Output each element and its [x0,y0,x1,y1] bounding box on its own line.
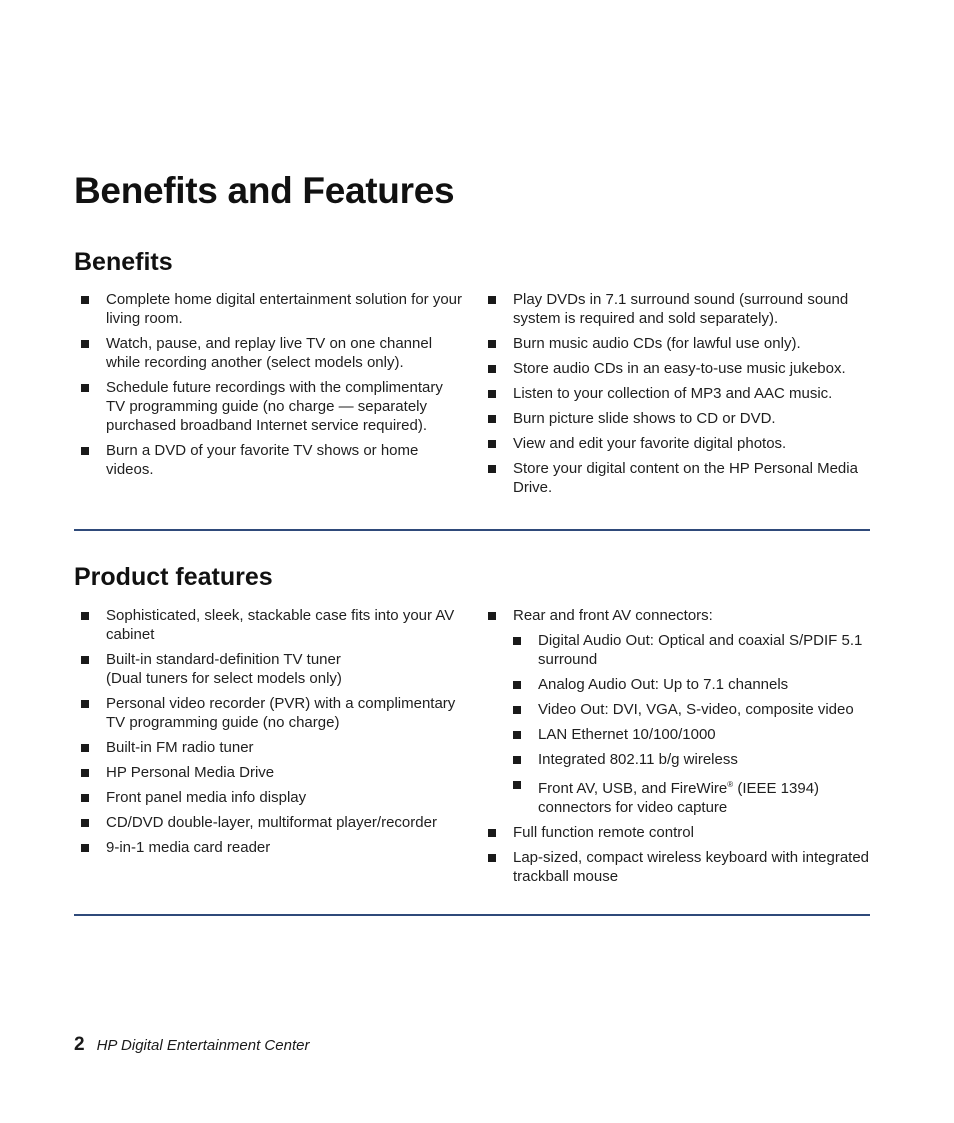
benefits-heading: Benefits [74,248,173,276]
list-item: HP Personal Media Drive [74,763,469,782]
av-connectors-sublist [506,631,873,817]
page-title: Benefits and Features [74,170,455,211]
section-divider [74,914,870,916]
list-item: View and edit your favorite digital photos. [481,434,873,453]
list-item: Store your digital content on the HP Personal Media Drive. [481,459,873,497]
document-title: HP Digital Entertainment Center [96,1037,310,1054]
registered-mark: ® [727,780,734,789]
list-item: Burn picture slide shows to CD or DVD. [481,409,873,428]
list-item: Front panel media info display [74,788,469,807]
list-item: Lap-sized, compact wireless keyboard with integrated trackball mouse [481,848,873,886]
features-list-left [74,606,469,863]
list-item: Burn music audio CDs (for lawful use only). [481,334,873,353]
list-item: Burn a DVD of your favorite TV shows or home videos. [74,441,464,479]
list-item: Store audio CDs in an easy-to-use music jukebox. [481,359,873,378]
sub-list-item: Digital Audio Out: Optical and coaxial S/PDIF 5.1 surround [506,631,873,669]
firewire-text: Front AV, USB, and FireWire [538,780,728,797]
page-number: 2 [74,1034,85,1055]
list-item [481,606,873,817]
page-footer [74,1034,309,1056]
sub-list-item: LAN Ethernet 10/100/1000 [506,725,873,744]
section-divider [74,529,870,531]
features-list-right [481,606,873,892]
list-item: Listen to your collection of MP3 and AAC music. [481,384,873,403]
list-item: Play DVDs in 7.1 surround sound (surround sound system is required and sold separately). [481,290,873,328]
list-item: CD/DVD double-layer, multiformat player/recorder [74,813,469,832]
list-item: Complete home digital entertainment solution for your living room. [74,290,464,328]
firewire-text-rest: (IEEE 1394) connectors for video capture [538,780,820,816]
sub-list-item [506,775,873,817]
av-connectors-label: Rear and front AV connectors: [513,607,713,624]
sub-list-item: Video Out: DVI, VGA, S-video, composite video [506,700,873,719]
list-item: Built-in FM radio tuner [74,738,469,757]
list-item: Personal video recorder (PVR) with a complimentary TV programming guide (no charge) [74,694,469,732]
benefits-list-left [74,290,464,485]
benefits-list-right [481,290,873,503]
sub-list-item: Analog Audio Out: Up to 7.1 channels [506,675,873,694]
list-item [74,650,469,688]
tuner-text: Built-in standard-definition TV tuner [106,651,341,668]
list-item: 9-in-1 media card reader [74,838,469,857]
product-features-heading: Product features [74,563,273,591]
list-item: Sophisticated, sleek, stackable case fits into your AV cabinet [74,606,469,644]
list-item: Schedule future recordings with the complimentary TV programming guide (no charge — separately purchased broadband Internet service required). [74,378,464,435]
list-item: Full function remote control [481,823,873,842]
list-item: Watch, pause, and replay live TV on one channel while recording another (select models only). [74,334,464,372]
tuner-note: (Dual tuners for select models only) [106,670,342,687]
sub-list-item: Integrated 802.11 b/g wireless [506,750,873,769]
